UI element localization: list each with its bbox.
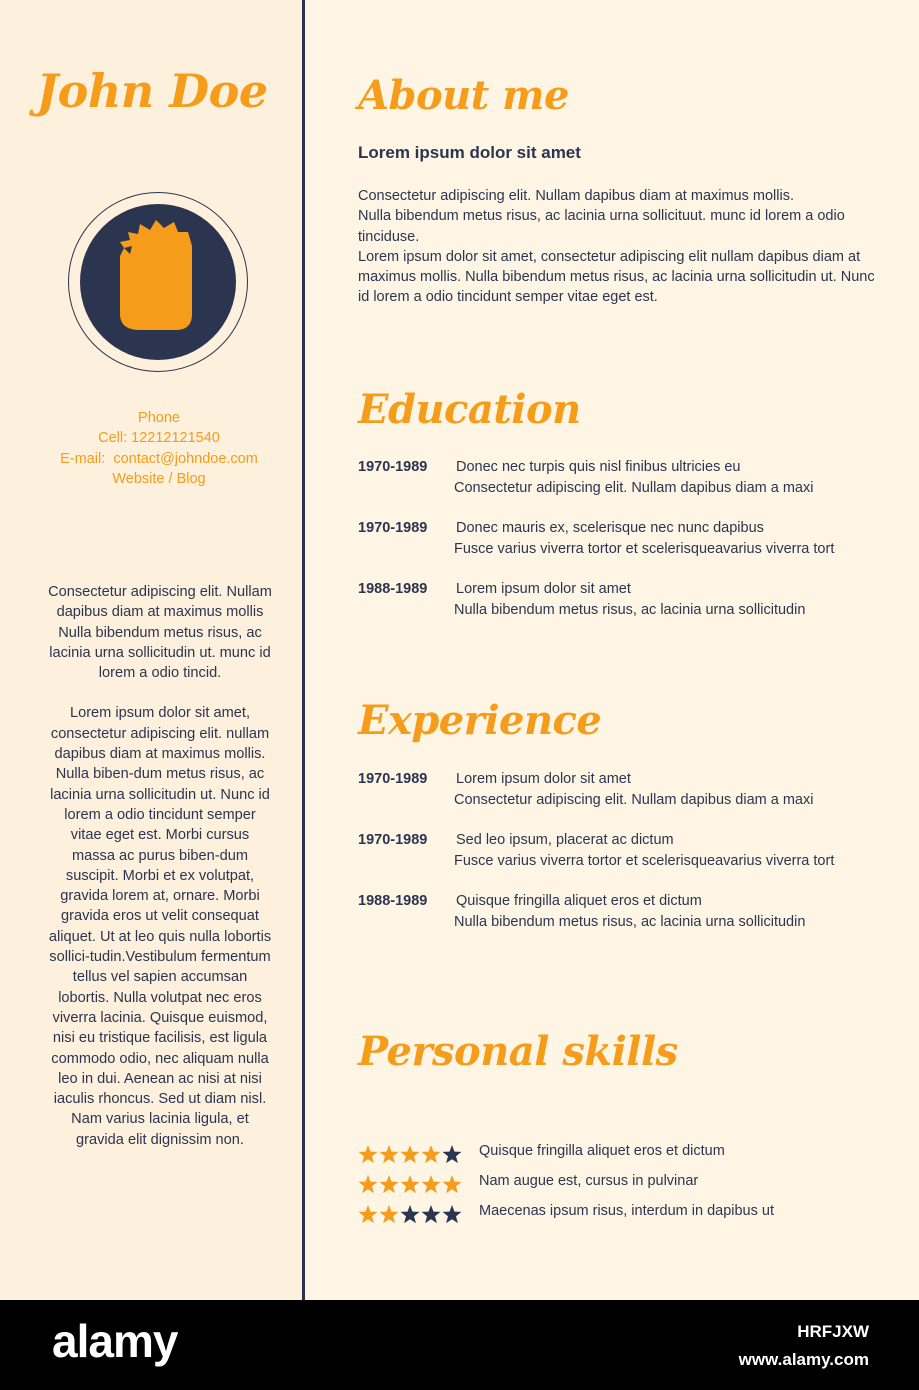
footer-url: www.alamy.com <box>738 1350 869 1369</box>
experience-title: Experience <box>358 697 602 744</box>
star-filled-icon <box>400 1145 419 1163</box>
entry-description: Consectetur adipiscing elit. Nullam dapibus diam a maxi <box>454 791 814 808</box>
contact-email: E-mail: contact@johndoe.com <box>60 450 258 467</box>
bio <box>48 582 272 1170</box>
contact-website: Website / Blog <box>112 470 206 487</box>
alamy-logo: alamy <box>52 1315 178 1367</box>
skill-label: Maecenas ipsum risus, interdum in dapibus ut <box>479 1203 774 1219</box>
experience-list <box>358 769 898 952</box>
education-list <box>358 457 898 640</box>
star-empty-icon <box>442 1145 461 1163</box>
star-filled-icon <box>421 1175 440 1193</box>
image-id: HRFJXW <box>797 1322 869 1341</box>
about-paragraph: Consectetur adipiscing elit. Nullam dapibus diam at maximus mollis. <box>358 188 794 204</box>
education-title: Education <box>358 386 581 433</box>
avatar-ring <box>68 192 248 372</box>
experience-entry <box>358 769 898 830</box>
star-filled-icon <box>358 1175 377 1193</box>
person-head-icon <box>80 204 236 360</box>
contact-cell: Cell: 12212121540 <box>98 430 220 447</box>
entry-years: 1970-1989 <box>358 771 428 787</box>
entry-description: Fusce varius viverra tortor et scelerisqueavarius viverra tort <box>454 540 835 557</box>
star-rating-icon <box>358 1203 462 1225</box>
education-entry <box>358 518 898 579</box>
entry-title: Donec nec turpis quis nisl finibus ultricies eu <box>456 459 741 475</box>
education-entry <box>358 457 898 518</box>
skill-row <box>358 1171 878 1201</box>
entry-years: 1970-1989 <box>358 459 428 475</box>
star-filled-icon <box>358 1145 377 1163</box>
about-subtitle: Lorem ipsum dolor sit amet <box>358 143 581 162</box>
entry-description: Nulla bibendum metus risus, ac lacinia urna sollicitudin <box>454 601 806 618</box>
bio-paragraph: Consectetur adipiscing elit. Nullam dapibus diam at maximus mollis Nulla bibendum metus risus, ac lacinia urna sollicitudin ut. munc id lorem a odio tincid. <box>48 584 272 682</box>
skills-title: Personal skills <box>358 1028 678 1075</box>
star-filled-icon <box>379 1145 398 1163</box>
about-paragraph: Nulla bibendum metus risus, ac lacinia urna sollicituut. munc id lorem a odio tinciduse. <box>358 208 845 245</box>
entry-years: 1970-1989 <box>358 520 428 536</box>
entry-years: 1988-1989 <box>358 893 428 909</box>
about-title: About me <box>358 72 569 119</box>
star-empty-icon <box>400 1205 419 1223</box>
star-empty-icon <box>421 1205 440 1223</box>
entry-title: Sed leo ipsum, placerat ac dictum <box>456 832 674 848</box>
star-filled-icon <box>400 1175 419 1193</box>
contact-phone-label: Phone <box>138 410 180 426</box>
experience-entry <box>358 830 898 891</box>
skill-row <box>358 1201 878 1231</box>
star-rating-icon <box>358 1173 462 1195</box>
profile-name: John Doe <box>36 64 268 118</box>
star-filled-icon <box>379 1175 398 1193</box>
entry-title: Lorem ipsum dolor sit amet <box>456 771 631 787</box>
avatar <box>80 204 236 360</box>
skill-row <box>358 1141 878 1171</box>
entry-title: Donec mauris ex, scelerisque nec nunc dapibus <box>456 520 764 536</box>
star-rating-icon <box>358 1143 462 1165</box>
star-filled-icon <box>358 1205 377 1223</box>
star-filled-icon <box>442 1175 461 1193</box>
contact-info <box>0 408 318 489</box>
star-filled-icon <box>379 1205 398 1223</box>
about-body <box>358 186 878 308</box>
entry-title: Quisque fringilla aliquet eros et dictum <box>456 893 702 909</box>
bio-paragraph: Lorem ipsum dolor sit amet, consectetur adipiscing elit. nullam dapibus diam at maximus mollis. Nulla biben-dum metus risus, ac lacinia urna sollicitudin ut. Nunc id lorem a odio tincidunt semper vitae eget est. Morbi cursus massa ac purus biben-dum suscipit. Morbi et ex volutpat, gravida lorem at, ornare. Morbi gravida eros ut velit consequat aliquet. Ut at leo quis nulla lobortis sollici-tudin.Vestibulum fermentum tellus vel sapien accumsan lobortis. Nulla volutpat nec eros viverra lacinia. Quisque euismod, nisi eu tristique facilisis, est ligula commodo odio, nec aliquam nulla leo in dui. Aenean ac nisi at nisi iaculis rhoncus. Sed ut diam nisl. Nam varius lacinia ligula, et gravida elit dignissim non. <box>48 705 272 1148</box>
column-divider <box>302 0 305 1300</box>
entry-description: Consectetur adipiscing elit. Nullam dapibus diam a maxi <box>454 479 814 496</box>
entry-years: 1988-1989 <box>358 581 428 597</box>
skill-label: Quisque fringilla aliquet eros et dictum <box>479 1143 725 1159</box>
entry-title: Lorem ipsum dolor sit amet <box>456 581 631 597</box>
star-empty-icon <box>442 1205 461 1223</box>
watermark-footer <box>0 1300 919 1390</box>
entry-description: Fusce varius viverra tortor et scelerisqueavarius viverra tort <box>454 852 835 869</box>
star-filled-icon <box>421 1145 440 1163</box>
entry-description: Nulla bibendum metus risus, ac lacinia urna sollicitudin <box>454 913 806 930</box>
education-entry <box>358 579 898 640</box>
about-paragraph: Lorem ipsum dolor sit amet, consectetur adipiscing elit nullam dapibus diam at maximus mollis. Nulla bibendum metus risus, ac lacinia urna sollicitudin ut. Nunc id lorem a odio tincidunt semper vitae eget est. <box>358 248 875 306</box>
skill-label: Nam augue est, cursus in pulvinar <box>479 1173 699 1189</box>
skills-list <box>358 1141 878 1231</box>
entry-years: 1970-1989 <box>358 832 428 848</box>
experience-entry <box>358 891 898 952</box>
